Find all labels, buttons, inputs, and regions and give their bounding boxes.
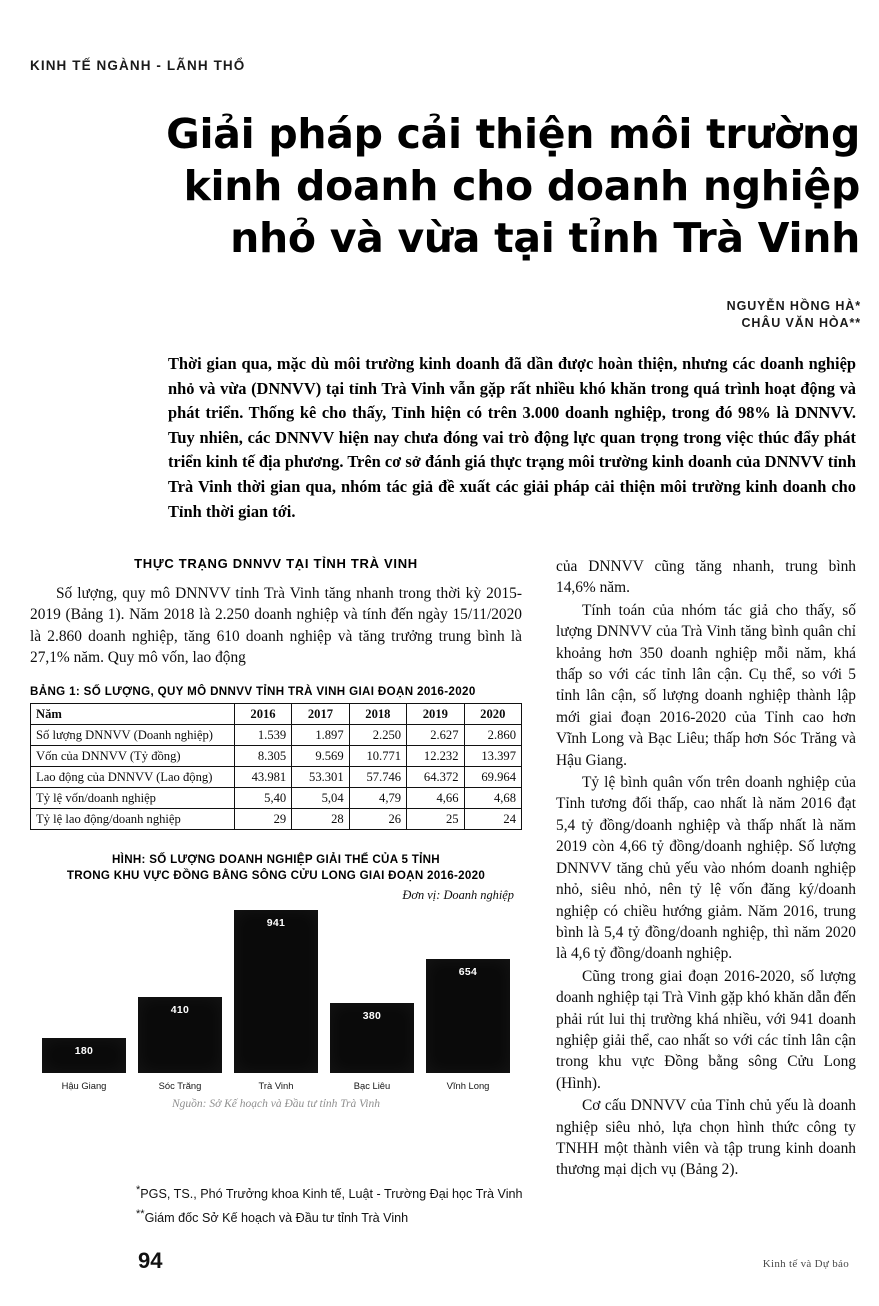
cell-value: 8.305 <box>234 745 291 766</box>
figure-caption-line-2: TRONG KHU VỰC ĐỒNG BẰNG SÔNG CỬU LONG GIAI ĐOẠN 2016-2020 <box>66 868 486 882</box>
figure-unit-label: Đơn vị: Doanh nghiệp <box>402 887 514 902</box>
figure <box>30 852 522 1110</box>
cell-value: 53.301 <box>292 766 349 787</box>
bar-category-label: Sóc Trăng <box>158 1079 202 1091</box>
cell-value: 29 <box>234 808 291 829</box>
cell-value: 5,04 <box>292 787 349 808</box>
footnote-1 <box>136 1180 736 1204</box>
cell-value: 28 <box>292 808 349 829</box>
bar-group-bac-lieu <box>330 1003 414 1091</box>
paragraph: Cũng trong giai đoạn 2016-2020, số lượng doanh nghiệp tại Trà Vinh gặp khó khăn dẫn đến phải rút lui thị trường khá nhiều, với 941 doanh nghiệp giải thể, cao nhất so với các tỉnh lân cận trong khu vực Đồng bằng sông Cửu Long (Hình). <box>556 967 856 1092</box>
journal-name: Kinh tế và Dự báo <box>762 1258 849 1270</box>
title-line-3: nhỏ và vừa tại tỉnh Trà Vinh <box>230 214 860 262</box>
title-line-1: Giải pháp cải thiện môi trường <box>166 110 860 158</box>
footnote-text: Giám đốc Sở Kế hoạch và Đầu tư tỉnh Trà Vinh <box>144 1211 409 1226</box>
left-column <box>30 556 522 1110</box>
author-byline <box>361 298 861 332</box>
bar-group-soc-trang <box>138 997 222 1091</box>
cell-value: 4,68 <box>464 787 521 808</box>
paragraph: Tính toán của nhóm tác giả cho thấy, số lượng DNNVV của Trà Vinh tăng bình quân chỉ khoảng hơn 350 doanh nghiệp mỗi năm, khá thấp so với các tỉnh lân cận. Cụ thể, so với 5 tỉnh lân cận, số lượng doanh nghiệp thành lập mới giai đoạn 2016-2020 của Tỉnh cao hơn Vĩnh Long và Bạc Liêu; thấp hơn Sóc Trăng và Hậu Giang. <box>556 601 856 769</box>
table-caption: BẢNG 1: SỐ LƯỢNG, QUY MÔ DNNVV TỈNH TRÀ VINH GIAI ĐOẠN 2016-2020 <box>30 684 476 698</box>
paragraph: của DNNVV cũng tăng nhanh, trung bình 14,6% năm. <box>556 558 856 597</box>
bar-vinh-long <box>426 959 510 1073</box>
table-header-cell: 2018 <box>349 703 406 724</box>
bar-value-label: 410 <box>170 1003 190 1016</box>
cell-value: 64.372 <box>407 766 464 787</box>
bar-chart <box>30 909 522 1091</box>
cell-value: 24 <box>464 808 521 829</box>
article-title <box>120 108 860 264</box>
figure-source: Nguồn: Sở Kế hoạch và Đầu tư tỉnh Trà Vinh <box>171 1097 380 1110</box>
abstract: Thời gian qua, mặc dù môi trường kinh doanh đã dần được hoàn thiện, nhưng các doanh nghiệp nhỏ và vừa (DNNVV) tại tỉnh Trà Vinh vẫn gặp rất nhiều khó khăn trong quá trình hoạt động và phát triển. Thống kê cho thấy, Tỉnh hiện có trên 3.000 doanh nghiệp, trong đó 98% là DNNVV. Tuy nhiên, các DNNVV hiện nay chưa đóng vai trò động lực quan trọng trong việc thúc đẩy phát triển kinh tế địa phương. Trên cơ sở đánh giá thực trạng môi trường kinh doanh của DNNVV tỉnh Trà Vinh thời gian qua, nhóm tác giả đề xuất các giải pháp cải thiện môi trường kinh doanh cho Tỉnh thời gian tới. <box>168 354 856 521</box>
table-row <box>31 745 522 766</box>
cell-value: 10.771 <box>349 745 406 766</box>
footnotes <box>136 1180 736 1228</box>
figure-caption-line-1: HÌNH: SỐ LƯỢNG DOANH NGHIỆP GIẢI THỂ CỦA 5 TỈNH <box>112 852 440 866</box>
cell-value: 1.897 <box>292 724 349 745</box>
bar-soc-trang <box>138 997 222 1073</box>
cell-value: 5,40 <box>234 787 291 808</box>
footnote-2 <box>136 1204 736 1228</box>
cell-value: 25 <box>407 808 464 829</box>
cell-value: 4,66 <box>407 787 464 808</box>
footnote-marker: * <box>136 1184 141 1196</box>
bar-category-label: Bạc Liêu <box>353 1079 391 1091</box>
table-header-cell: Năm <box>31 703 235 724</box>
cell-value: 4,79 <box>349 787 406 808</box>
bar-group-vinh-long <box>426 959 510 1091</box>
bar-category-label: Trà Vinh <box>258 1079 294 1091</box>
bar-group-tra-vinh <box>234 910 318 1091</box>
cell-value: 9.569 <box>292 745 349 766</box>
table-header-cell: 2019 <box>407 703 464 724</box>
row-label: Số lượng DNNVV (Doanh nghiệp) <box>31 724 235 745</box>
paragraph: Cơ cấu DNNVV của Tỉnh chủ yếu là doanh nghiệp siêu nhỏ, lựa chọn hình thức công ty TNHH một thành viên và tập trung kinh doanh thương mại dịch vụ (Bảng 2). <box>556 1097 856 1179</box>
cell-value: 26 <box>349 808 406 829</box>
running-head: KINH TẾ NGÀNH - LÃNH THỔ <box>30 58 246 73</box>
cell-value: 69.964 <box>464 766 521 787</box>
footnote-marker: ** <box>136 1208 145 1221</box>
cell-value: 2.627 <box>407 724 464 745</box>
cell-value: 57.746 <box>349 766 406 787</box>
row-label: Tỷ lệ vốn/doanh nghiệp <box>31 787 235 808</box>
dnnvv-table <box>30 703 522 830</box>
table-header-cell: 2020 <box>464 703 521 724</box>
bar-value-label: 654 <box>458 965 478 978</box>
author-1: NGUYỄN HỒNG HÀ* <box>726 299 861 313</box>
section-heading: THỰC TRẠNG DNNVV TẠI TỈNH TRÀ VINH <box>134 556 418 571</box>
cell-value: 2.250 <box>349 724 406 745</box>
table-header-row <box>31 703 522 724</box>
cell-value: 1.539 <box>234 724 291 745</box>
table-row <box>31 724 522 745</box>
table-row <box>31 808 522 829</box>
bar-tra-vinh <box>234 910 318 1073</box>
bar-category-label: Vĩnh Long <box>446 1079 490 1091</box>
table-row <box>31 787 522 808</box>
paragraph: Tỷ lệ bình quân vốn trên doanh nghiệp của Tỉnh tương đối thấp, cao nhất là năm 2016 đạt 5,4 tỷ đồng/doanh nghiệp và thấp nhất là năm 2019 còn 4,66 tỷ đồng/doanh nghiệp. Số lượng DNNVV tăng chủ yếu vào nhóm doanh nghiệp nhỏ, siêu nhỏ, nên tỷ lệ vốn đăng ký/doanh nghiệp có chiều hướng giảm. Năm 2016, trung bình là 5,4 tỷ đồng/doanh nghiệp, thì năm 2020 là 4,6 tỷ đồng/doanh nghiệp. <box>556 774 856 963</box>
cell-value: 43.981 <box>234 766 291 787</box>
bar-category-label: Hậu Giang <box>61 1079 107 1091</box>
row-label: Vốn của DNNVV (Tỷ đồng) <box>31 745 235 766</box>
cell-value: 12.232 <box>407 745 464 766</box>
bar-value-label: 380 <box>362 1009 382 1022</box>
row-label: Lao động của DNNVV (Lao động) <box>31 766 235 787</box>
paragraph: Số lượng, quy mô DNNVV tỉnh Trà Vinh tăng nhanh trong thời kỳ 2015-2019 (Bảng 1). Năm 2018 là 2.250 doanh nghiệp và tính đến ngày 15/11/2020 là 2.860 doanh nghiệp, tăng 610 doanh nghiệp và tăng trưởng trung bình là 27,1% năm. Quy mô vốn, lao động <box>30 585 522 667</box>
bar-value-label: 941 <box>266 916 286 929</box>
table-header-cell: 2016 <box>234 703 291 724</box>
cell-value: 2.860 <box>464 724 521 745</box>
author-2: CHÂU VĂN HÒA** <box>741 316 861 330</box>
right-column <box>556 556 856 1182</box>
table-header-cell: 2017 <box>292 703 349 724</box>
bar-group-hau-giang <box>42 1038 126 1091</box>
bar-value-label: 180 <box>74 1044 94 1057</box>
cell-value: 13.397 <box>464 745 521 766</box>
bar-hau-giang <box>42 1038 126 1073</box>
table-row <box>31 766 522 787</box>
footnote-text: PGS, TS., Phó Trưởng khoa Kinh tế, Luật - Trường Đại học Trà Vinh <box>140 1187 523 1202</box>
title-line-2: kinh doanh cho doanh nghiệp <box>183 162 860 210</box>
page-number: 94 <box>138 1248 163 1273</box>
row-label: Tỷ lệ lao động/doanh nghiệp <box>31 808 235 829</box>
bar-bac-lieu <box>330 1003 414 1073</box>
